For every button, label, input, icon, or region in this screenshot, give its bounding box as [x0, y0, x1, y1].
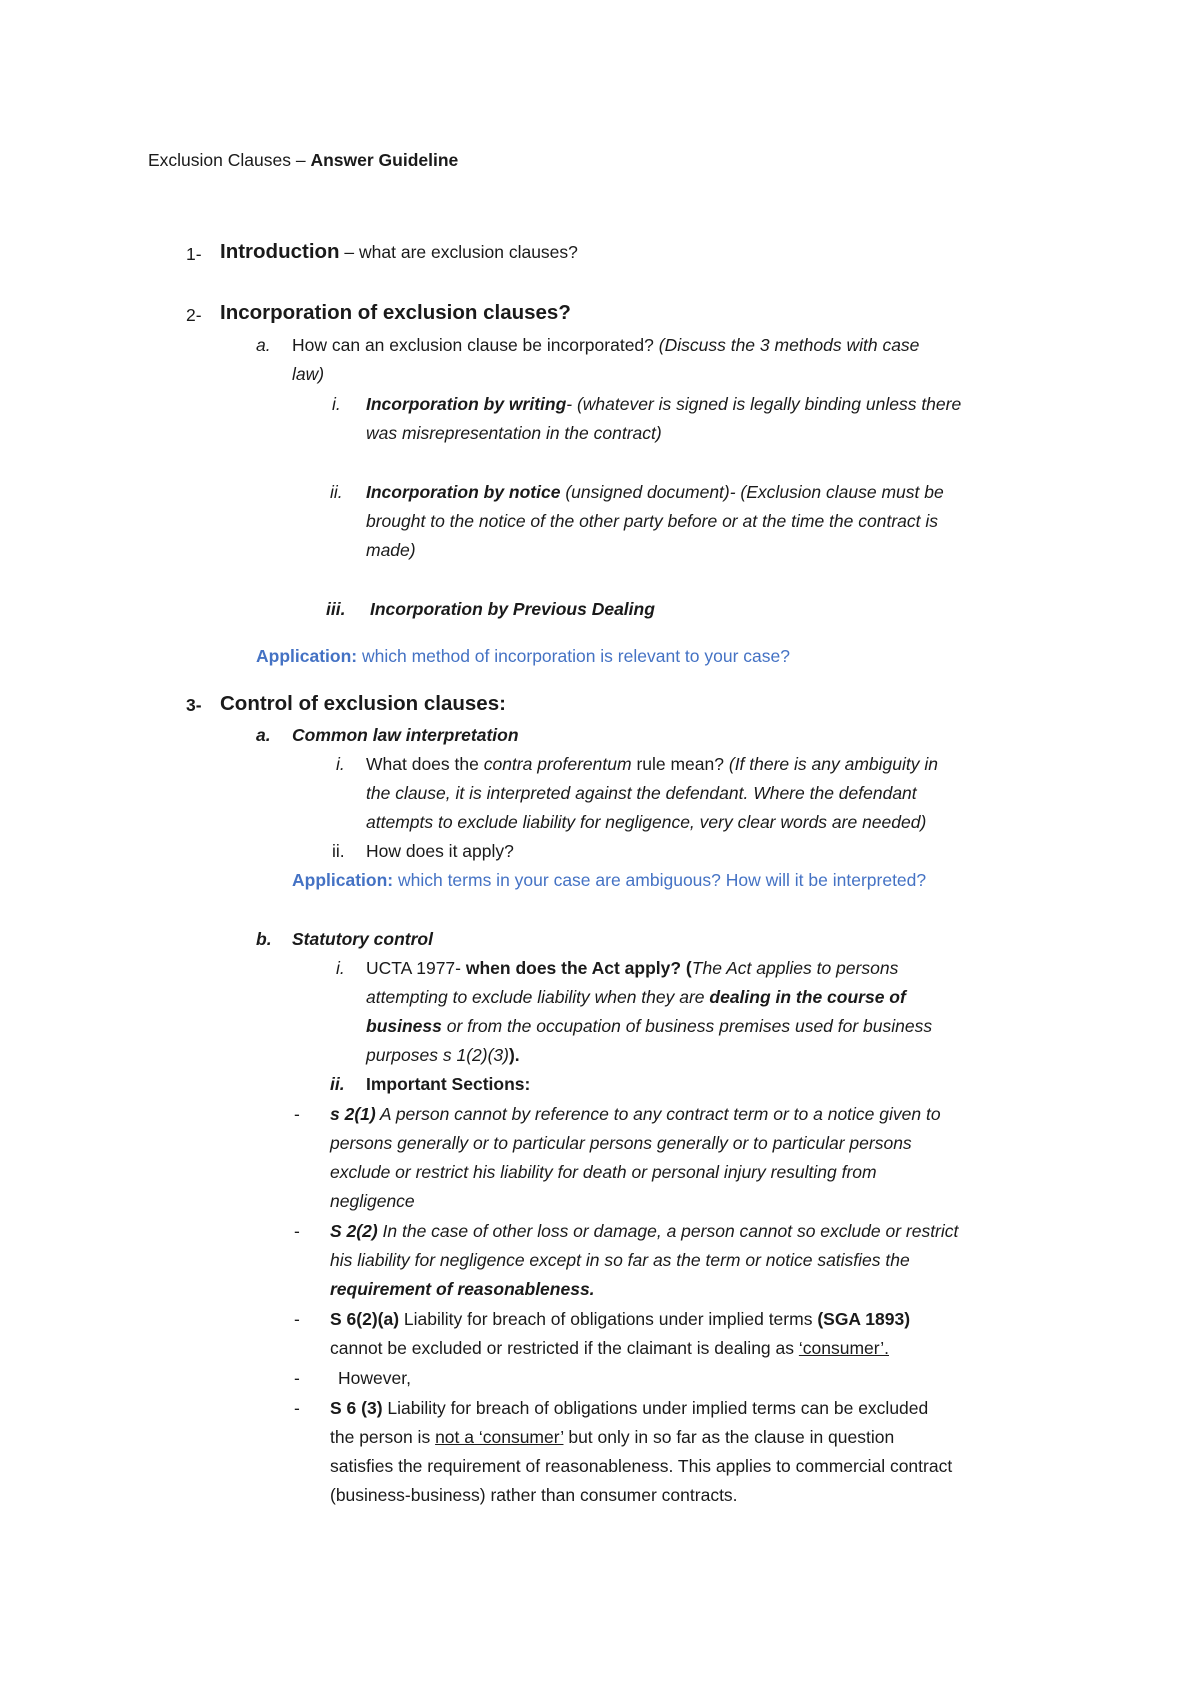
incorporation-by-writing: Incorporation by writing- (whatever is signed is legally binding unless there: [366, 394, 962, 414]
section-3-a-marker: a.: [256, 725, 271, 745]
how-does-it-apply: How does it apply?: [366, 841, 514, 861]
ucta-when-apply-l2: attempting to exclude liability when they are dealing in the course of: [366, 987, 906, 1007]
contra-proferentum-note-l3: attempts to exclude liability for negligence, very clear words are needed): [366, 812, 927, 832]
section-2-a-question: How can an exclusion clause be incorporated? (Discuss the 3 methods with case: [292, 335, 920, 355]
s63-text-l3: satisfies the requirement of reasonableness. This applies to commercial contract: [330, 1456, 953, 1476]
section-2-heading: Incorporation of exclusion clauses?: [220, 301, 571, 324]
section-2-iii-marker: iii.: [326, 599, 346, 619]
s63-text-l2: the person is not a ‘consumer’ but only in so far as the clause in question: [330, 1427, 895, 1447]
contra-proferentum-note-l2: the clause, it is interpreted against the defendant. Where the defendant: [366, 783, 917, 803]
document-title: Exclusion Clauses – Answer Guideline: [148, 150, 459, 170]
ucta-when-apply-l4: purposes s 1(2)(3)).: [366, 1045, 520, 1065]
section-2-a-marker: a.: [256, 335, 271, 355]
incorporation-by-notice-l3: made): [366, 540, 416, 560]
section-2-ii-marker: ii.: [330, 482, 343, 502]
ucta-when-apply-l3: business or from the occupation of business premises used for business: [366, 1016, 933, 1036]
incorporation-by-previous-dealing: Incorporation by Previous Dealing: [370, 599, 655, 619]
section-3-number: 3-: [186, 695, 202, 715]
however-text: However,: [338, 1368, 411, 1388]
bullet-dash: -: [294, 1309, 300, 1329]
statutory-control: Statutory control: [292, 929, 433, 949]
section-1-heading: Introduction – what are exclusion clauses?: [220, 240, 578, 263]
s21-text-l4: negligence: [330, 1191, 415, 1211]
incorporation-by-notice: Incorporation by notice (unsigned document)- (Exclusion clause must be: [366, 482, 944, 502]
section-2-application: Application: which method of incorporation is relevant to your case?: [256, 646, 790, 666]
s62a-text-l2: cannot be excluded or restricted if the claimant is dealing as ‘consumer’.: [330, 1338, 889, 1358]
section-3-heading: Control of exclusion clauses:: [220, 692, 506, 715]
bullet-dash: -: [294, 1398, 300, 1418]
contra-proferentum-question: What does the contra proferentum rule mean? (If there is any ambiguity in: [366, 754, 938, 774]
s63-text: S 6 (3) Liability for breach of obligations under implied terms can be excluded: [330, 1398, 929, 1418]
s62a-text: S 6(2)(a) Liability for breach of obligations under implied terms (SGA 1893): [330, 1309, 911, 1329]
common-law-interpretation: Common law interpretation: [292, 725, 519, 745]
section-3-bi-marker: i.: [336, 958, 345, 978]
section-2-number: 2-: [186, 305, 202, 325]
ucta-when-apply: UCTA 1977- when does the Act apply? (The Act applies to persons: [366, 958, 899, 978]
bullet-dash: -: [294, 1104, 300, 1124]
section-2-a-note: law): [292, 364, 325, 384]
bullet-dash: -: [294, 1221, 300, 1241]
s21-text-l2: persons generally or to particular persons generally or to particular persons: [330, 1133, 912, 1153]
bullet-dash: -: [294, 1368, 300, 1388]
s22-text-l2: his liability for negligence except in so far as the term or notice satisfies the: [330, 1250, 910, 1270]
s21-text: s 2(1) A person cannot by reference to any contract term or to a notice given to: [330, 1104, 941, 1124]
section-3-aii-marker: ii.: [332, 841, 345, 861]
section-3-ai-marker: i.: [336, 754, 345, 774]
incorporation-by-writing-l2: was misrepresentation in the contract): [366, 423, 662, 443]
s63-text-l4: (business-business) rather than consumer contracts.: [330, 1485, 738, 1505]
section-2-i-marker: i.: [332, 394, 341, 414]
section-3-b-marker: b.: [256, 929, 272, 949]
incorporation-by-notice-l2: brought to the notice of the other party before or at the time the contract is: [366, 511, 938, 531]
section-3-bii-marker: ii.: [330, 1074, 345, 1094]
important-sections: Important Sections:: [366, 1074, 531, 1094]
s22-text-l3: requirement of reasonableness.: [330, 1279, 595, 1299]
section-3-application: Application: which terms in your case are ambiguous? How will it be interpreted?: [292, 870, 927, 890]
section-1-number: 1-: [186, 244, 202, 264]
s22-text: S 2(2) In the case of other loss or damage, a person cannot so exclude or restrict: [330, 1221, 959, 1241]
s21-text-l3: exclude or restrict his liability for death or personal injury resulting from: [330, 1162, 877, 1182]
